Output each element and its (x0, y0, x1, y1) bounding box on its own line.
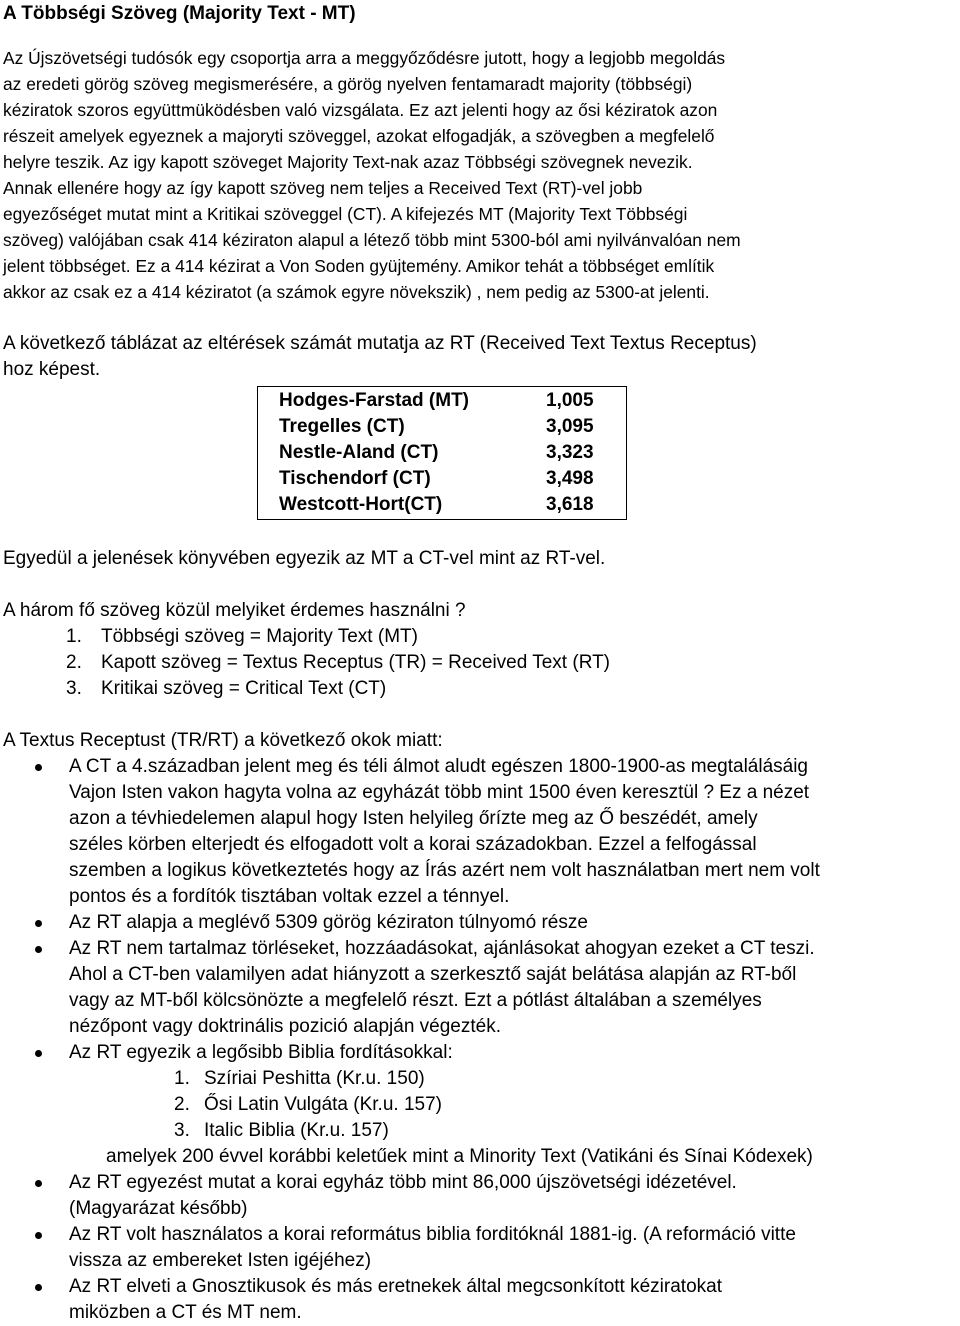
text-line: Vajon Isten vakon hagyta volna az egyházát több mint 1500 éven keresztül ? Ez a nézet (69, 782, 810, 803)
text-line: egyezőséget mutat mint a Kritikai szöveggel (CT). A kifejezés MT (Majority Text Többségi (3, 204, 688, 224)
text-line: jelent többséget. Ez a 414 kézirat a Von Soden gyüjtemény. Amikor tehát a többséget említik (3, 256, 715, 276)
text-line: Ahol a CT-ben valamilyen adat hiányzott a szerkesztő saját belátása alapján az RT-ből (69, 964, 797, 985)
bullet-icon (35, 1180, 42, 1187)
text-line: Az RT nem tartalmaz törléseket, hozzáadásokat, ajánlásokat ahogyan ezeket a CT teszi. (69, 938, 815, 959)
bullet-icon (35, 1232, 42, 1239)
text-line: akkor az csak ez a 414 kéziratot (a számok egyre növekszik) , nem pedig az 5300-at jelenti. (3, 282, 710, 302)
text-line: nézőpont vagy doktrinális pozició alapján végezték. (69, 1016, 501, 1037)
text-line: hoz képest. (3, 359, 101, 380)
differences-table (257, 386, 627, 520)
text-line: kéziratok szoros együttmüködésben való vizsgálata. Ez azt jelenti hogy az ősi kéziratok azon (3, 100, 718, 120)
table-row (279, 388, 626, 414)
list-text: Italic Biblia (Kr.u. 157) (204, 1120, 389, 1141)
bullet-icon (35, 920, 42, 927)
list-item (3, 1118, 958, 1144)
text-line: Az RT elveti a Gnosztikusok és más eretnekek által megcsonkított kéziratokat (69, 1276, 722, 1297)
text-line: helyre teszik. Az igy kapott szöveget Majority Text-nak azaz Többségi szövegnek nevezik. (3, 152, 693, 172)
table-cell-value: 1,005 (546, 390, 594, 411)
list-number: 2. (174, 1094, 190, 1115)
list-number: 3. (174, 1120, 190, 1141)
text-line: az eredeti görög szöveg megismerésére, a görög nyelven fentamaradt majority (többségi) (3, 74, 693, 94)
intro-paragraph (3, 45, 958, 305)
document-title: A Többségi Szöveg (Majority Text - MT) (3, 3, 356, 24)
table-cell-name: Tischendorf (CT) (279, 468, 431, 489)
table-cell-name: Hodges-Farstad (MT) (279, 390, 469, 411)
text-line: szemben a logikus következtetés hogy az Írás azért nem volt használatban mert nem volt (69, 860, 820, 881)
table-row (279, 414, 626, 440)
bullet-icon (35, 946, 42, 953)
list-item (3, 754, 958, 910)
list-number: 1. (174, 1068, 190, 1089)
options-list (3, 624, 958, 702)
list-text: Ősi Latin Vulgáta (Kr.u. 157) (204, 1094, 442, 1115)
text-line: A CT a 4.században jelent meg és téli álmot aludt egészen 1800-1900-as megtalálásáig (69, 756, 808, 777)
table-intro (3, 331, 958, 383)
list-text: Többségi szöveg = Majority Text (MT) (101, 626, 418, 647)
text-line: azon a tévhiedelemen alapul hogy Isten helyileg őrízte meg az Ő beszédét, amely (69, 808, 758, 829)
text-line: amelyek 200 évvel korábbi keletűek mint a Minority Text (Vatikáni és Sínai Kódexek) (106, 1146, 813, 1167)
text-line: Annak ellenére hogy az így kapott szöveg nem teljes a Received Text (RT)-vel jobb (3, 178, 643, 198)
list-item (3, 910, 958, 936)
table-cell-name: Westcott-Hort(CT) (279, 494, 443, 515)
table-cell-value: 3,618 (546, 494, 594, 515)
text-line: Az RT alapja a meglévő 5309 görög kéziraton túlnyomó része (69, 912, 588, 933)
revelation-note: Egyedül a jelenések könyvében egyezik az MT a CT-vel mint az RT-vel. (3, 548, 606, 569)
list-text: Kritikai szöveg = Critical Text (CT) (101, 678, 387, 699)
text-line: Az RT egyezik a legősibb Biblia fordításokkal: (69, 1042, 453, 1063)
bullet-icon (35, 1050, 42, 1057)
text-line: (Magyarázat később) (69, 1198, 248, 1219)
table-cell-value: 3,498 (546, 468, 594, 489)
list-text: Kapott szöveg = Textus Receptus (TR) = Received Text (RT) (101, 652, 611, 673)
list-item (3, 1066, 958, 1092)
table-row (279, 492, 626, 518)
list-number: 3. (66, 678, 82, 699)
list-number: 1. (66, 626, 82, 647)
table-row (279, 440, 626, 466)
list-item (3, 676, 958, 702)
text-line: részeit amelyek egyeznek a majoryti szöveggel, azokat elfogadják, a szövegben a megfelelő (3, 126, 715, 146)
list-item (3, 624, 958, 650)
text-line: széles körben elterjedt és elfogadott volt a korai századokban. Ezzel a felfogással (69, 834, 757, 855)
text-line: A következő táblázat az eltérések számát mutatja az RT (Received Text Textus Receptus) (3, 333, 757, 354)
text-line: szöveg) valójában csak 414 kéziraton alapul a létező több mint 5300-ból ami nyilvánvalóan nem (3, 230, 741, 250)
table-cell-name: Nestle-Aland (CT) (279, 442, 439, 463)
reasons-list (3, 754, 958, 1326)
text-line: vagy az MT-ből kölcsönözte a megfelelő részt. Ezt a pótlást általában a személyes (69, 990, 762, 1011)
text-line: miközben a CT és MT nem. (69, 1302, 302, 1323)
list-item (3, 1040, 958, 1170)
table-row (279, 466, 626, 492)
text-line: Az Újszövetségi tudósók egy csoportja arra a meggyőződésre jutott, hogy a legjobb megoldás (3, 48, 726, 68)
table-cell-value: 3,095 (546, 416, 594, 437)
list-item (3, 1170, 958, 1222)
table-cell-name: Tregelles (CT) (279, 416, 405, 437)
bullet-icon (35, 764, 42, 771)
question-text: A három fő szöveg közül melyiket érdemes használni ? (3, 600, 466, 621)
text-line: Az RT egyezést mutat a korai egyház több mint 86,000 újszövetségi idézetével. (69, 1172, 737, 1193)
list-item (3, 1092, 958, 1118)
table-cell-value: 3,323 (546, 442, 594, 463)
list-item (3, 936, 958, 1040)
list-number: 2. (66, 652, 82, 673)
list-item (3, 1222, 958, 1274)
reasons-heading: A Textus Receptust (TR/RT) a következő okok miatt: (3, 730, 443, 751)
list-text: Szíriai Peshitta (Kr.u. 150) (204, 1068, 425, 1089)
text-line: vissza az embereket Isten igéjéhez) (69, 1250, 372, 1271)
translations-list (3, 1066, 958, 1144)
list-item (3, 650, 958, 676)
text-line: Az RT volt használatos a korai református biblia forditóknál 1881-ig. (A reformáció vitte (69, 1224, 796, 1245)
list-item (3, 1274, 958, 1326)
text-line: pontos és a fordítók tisztában voltak ezzel a ténnyel. (69, 886, 510, 907)
bullet-icon (35, 1284, 42, 1291)
